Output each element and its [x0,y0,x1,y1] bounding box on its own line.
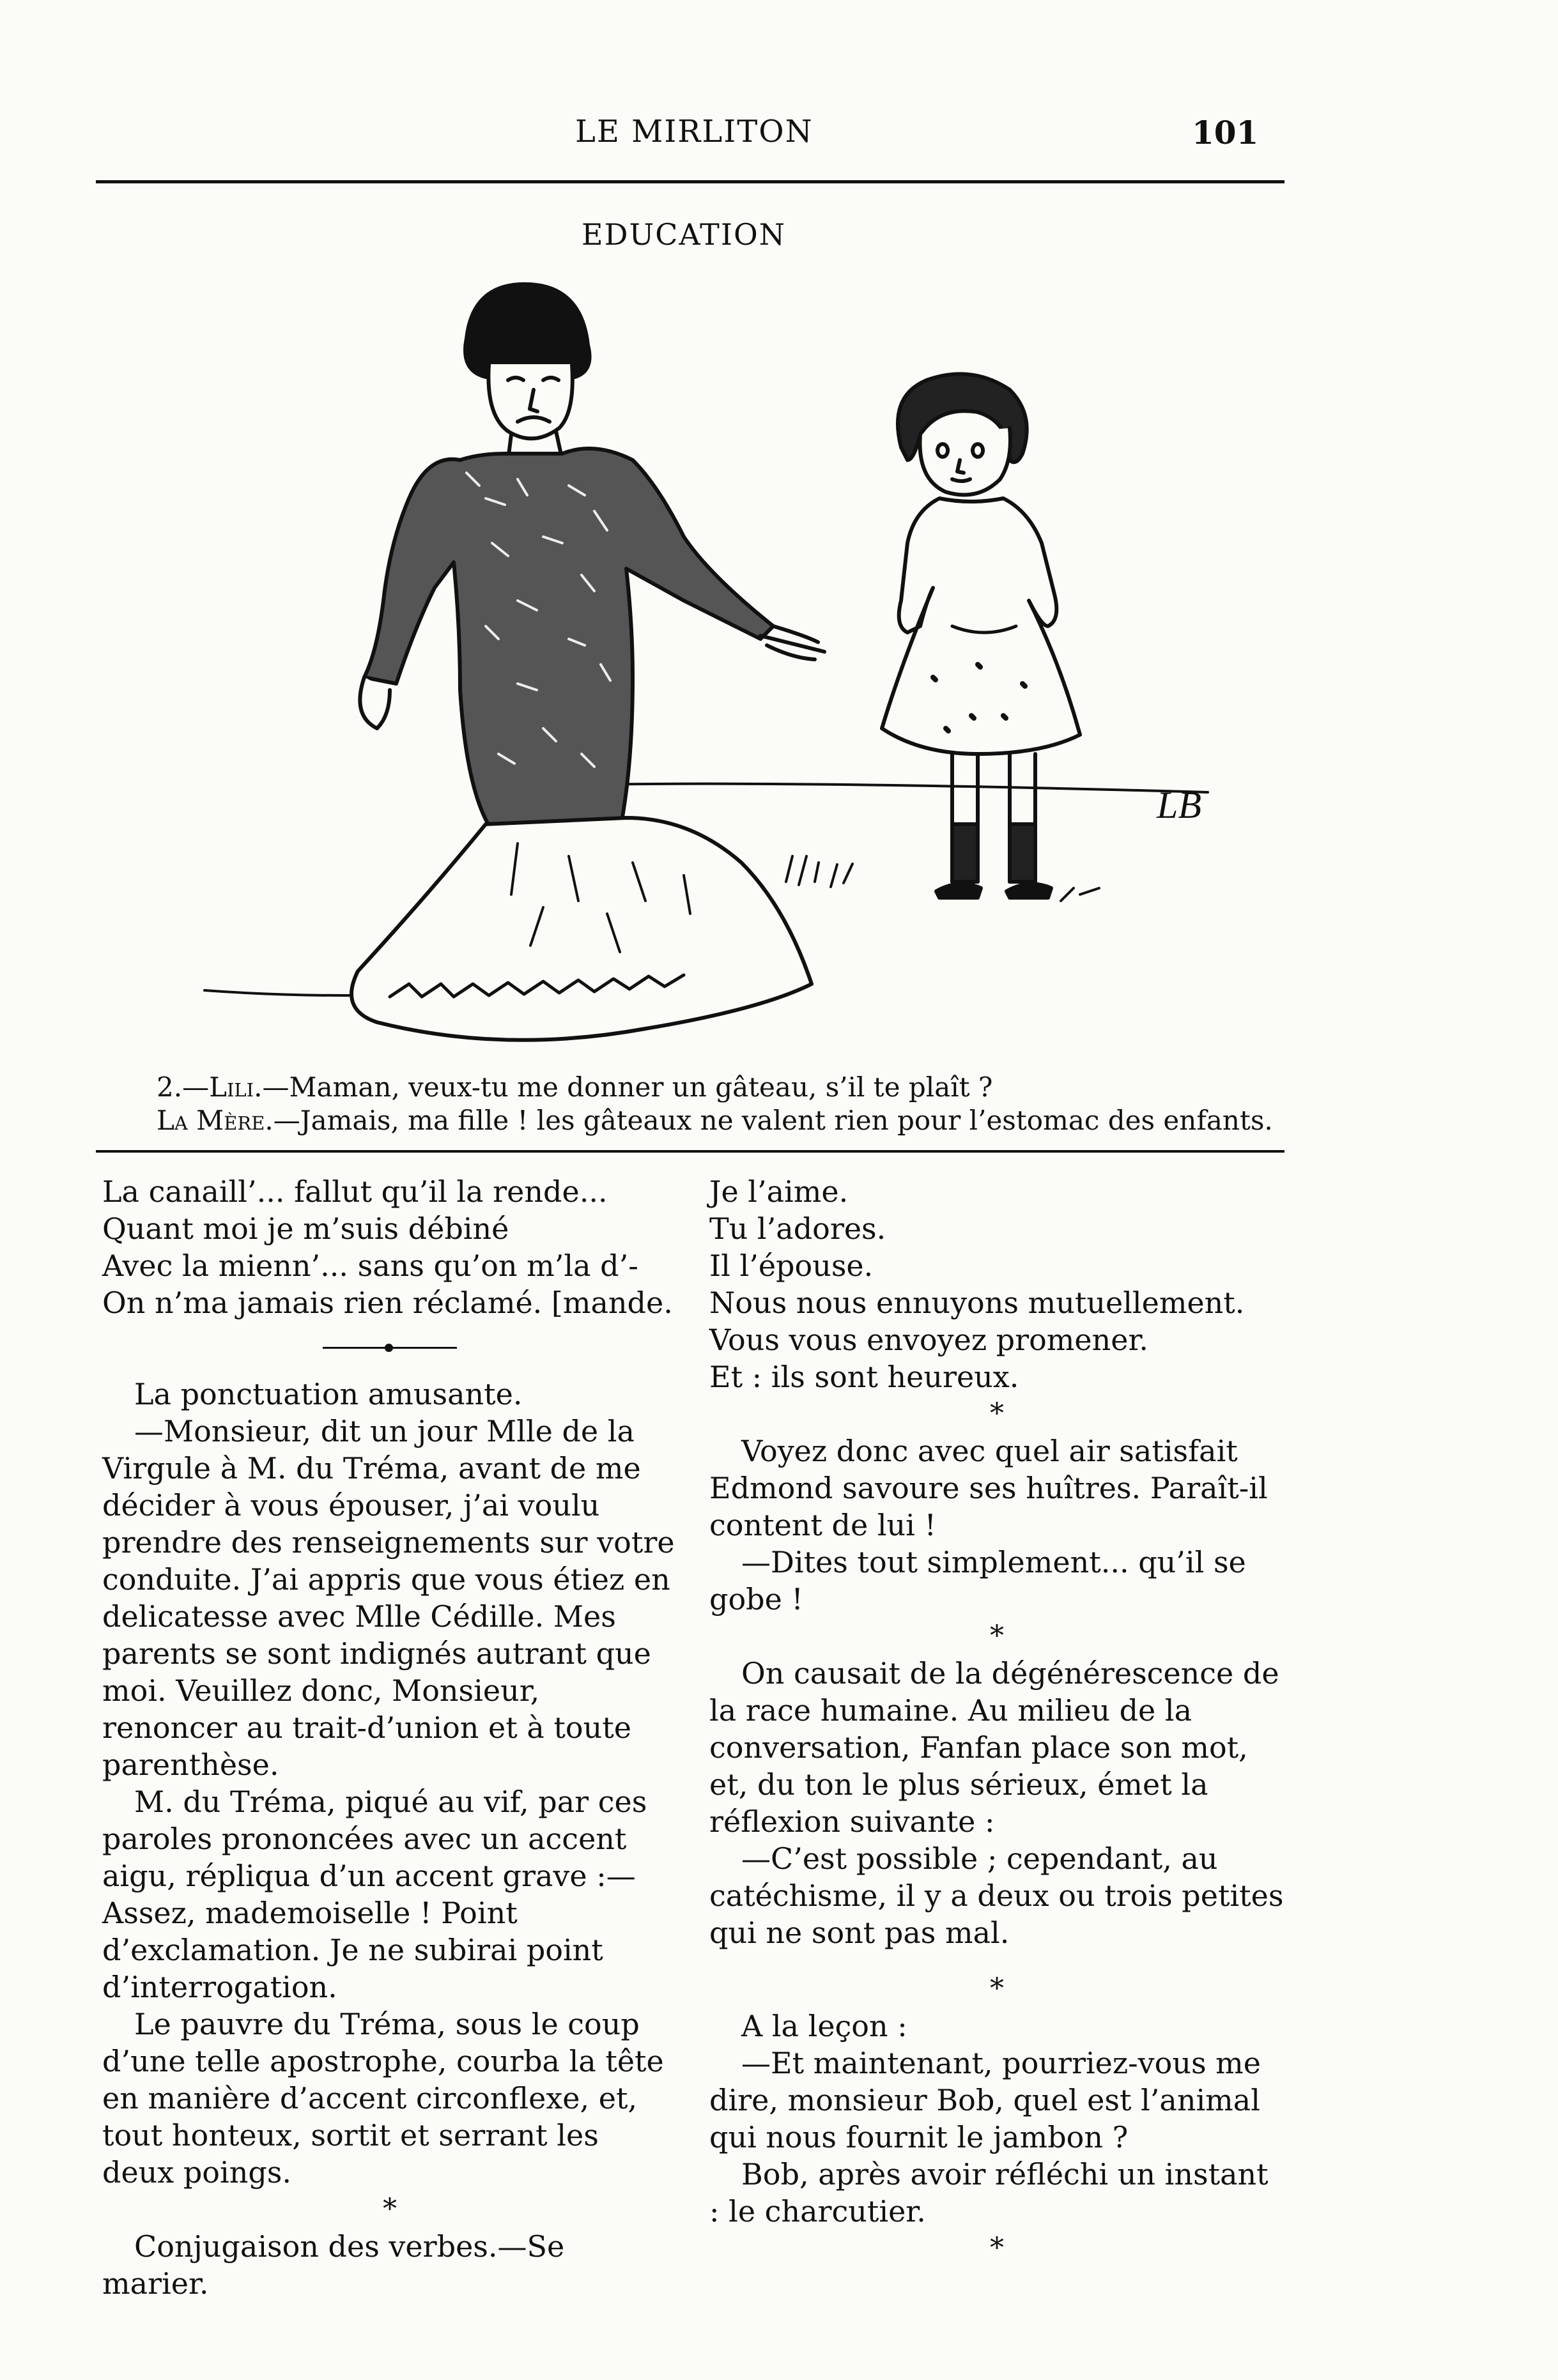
page-number: 101 [1192,114,1259,151]
conjugation-line: Vous vous envoyez promener. [709,1323,1149,1357]
paragraph-heading: La ponctuation amusante. [134,1377,523,1411]
caption-speaker-1: Lili [209,1071,254,1103]
caption-text-1: .—Maman, veux-tu me donner un gâteau, s’il te plaît ? [254,1071,993,1103]
running-head [0,114,1558,158]
conjugation-line: Et : ils sont heureux. [709,1360,1019,1394]
conjugation-line: Il l’épouse. [709,1248,874,1283]
header-rule [96,180,1284,183]
verse-line: On n’ma jamais rien réclamé. [mande. [102,1286,673,1320]
paragraph: —Dites tout simplement... qu’il se gobe ! [709,1545,1246,1616]
paragraph: A la leçon : [741,2009,907,2043]
paragraph: —Et maintenant, pourriez-vous me dire, monsieur Bob, quel est l’animal qui nous fournit le jambon ? [709,2046,1261,2154]
left-column [102,1173,677,2302]
asterisk-separator: * [990,1972,1004,2005]
paragraph: On causait de la dégénérescence de la race humaine. Au milieu de la conversation, Fanfan place son mot, et, du ton le plus sérieux, émet la réflexion suivante : [709,1656,1279,1839]
asterisk-separator: * [990,1620,1004,1652]
conjugation-line: Nous nous ennuyons mutuellement. [709,1286,1245,1320]
running-title: LE MIRLITON [575,114,814,150]
paragraph: Le pauvre du Tréma, sous le coup d’une telle apostrophe, courba la tête en manière d’accent circonflexe, et, tout honteux, sortit et serrant les deux poings. [102,2007,664,2190]
caption-line-1 [157,1071,1300,1104]
illustration-caption [157,1071,1300,1137]
paragraph: —Monsieur, dit un jour Mlle de la Virgule à M. du Tréma, avant de me décider à vous épouser, j’ai voulu prendre des renseignements sur votre conduite. J’ai appris que vous étiez en delicatesse avec Mlle Cédille. Mes parents se sont indignés autrant que moi. Veuillez donc, Monsieur, renoncer au trait-d’union et à toute parenthèse. [102,1414,675,1782]
illustration-signature: LB [1157,784,1202,826]
cartoon-illustration [185,268,1284,1073]
section-title: EDUCATION [582,217,786,252]
paragraph: M. du Tréma, piqué au vif, par ces paroles prononcées avec un accent aigu, répliqua d’un accent grave :—Assez, mademoiselle ! Point d’exclamation. Je ne subirai point d’interrogation. [102,1785,647,2004]
right-column [709,1173,1284,2267]
paragraph: —C’est possible ; cependant, au catéchisme, il y a deux ou trois petites qui ne sont pas mal. [709,1841,1284,1950]
verse-line: Avec la mienn’... sans qu’on m’la d’- [102,1248,638,1283]
asterisk-separator: * [383,2193,397,2225]
verse-line: Quant moi je m’suis débiné [102,1211,509,1246]
section-divider [323,1347,457,1349]
conjugation-line: Tu l’adores. [709,1211,886,1246]
asterisk-separator: * [990,2232,1004,2264]
divider-dot [385,1344,393,1352]
caption-rule [96,1150,1284,1153]
paragraph: Voyez donc avec quel air satisfait Edmond savoure ses huîtres. Paraît-il content de lui ! [709,1434,1268,1542]
caption-number: 2.— [157,1071,210,1103]
caption-speaker-2: La Mère [157,1105,265,1136]
paragraph: Bob, après avoir réfléchi un instant : le charcutier. [709,2157,1269,2229]
asterisk-separator: * [990,1397,1004,1430]
conjugation-line: Je l’aime. [709,1174,849,1209]
verse-line: La canaill’... fallut qu’il la rende... [102,1174,608,1209]
spacer [709,1951,1284,1970]
paragraph: Conjugaison des verbes.—Se marier. [102,2229,565,2301]
caption-text-2: .—Jamais, ma fille ! les gâteaux ne valent rien pour l’estomac des enfants. [265,1105,1273,1136]
caption-line-2 [157,1104,1300,1137]
